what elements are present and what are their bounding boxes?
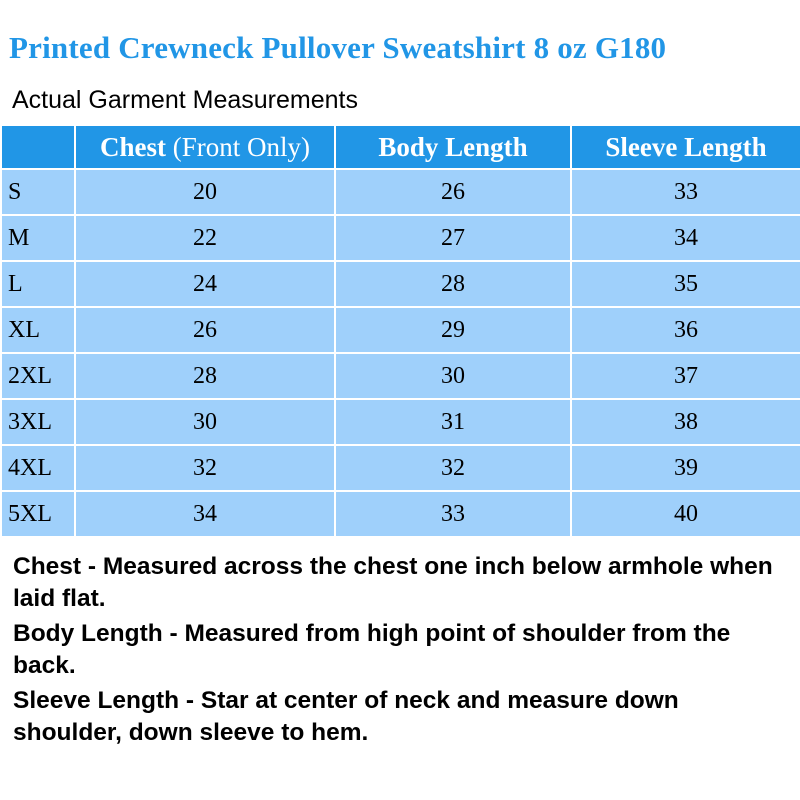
chest-cell: 24: [75, 261, 335, 307]
chest-cell: 22: [75, 215, 335, 261]
body-length-cell: 31: [335, 399, 571, 445]
size-cell: XL: [1, 307, 75, 353]
header-sleeve-length: Sleeve Length: [571, 125, 800, 169]
sleeve-length-cell: 39: [571, 445, 800, 491]
sleeve-length-cell: 37: [571, 353, 800, 399]
header-chest: [75, 125, 335, 169]
header-size: [1, 125, 75, 169]
body-length-cell: 27: [335, 215, 571, 261]
table-row: [1, 399, 800, 445]
table-header-row: [1, 125, 800, 169]
table-row: [1, 169, 800, 215]
size-cell: L: [1, 261, 75, 307]
sleeve-length-cell: 40: [571, 491, 800, 537]
chest-cell: 30: [75, 399, 335, 445]
size-chart-table: [0, 124, 800, 538]
sleeve-length-cell: 33: [571, 169, 800, 215]
size-cell: 5XL: [1, 491, 75, 537]
sleeve-length-cell: 35: [571, 261, 800, 307]
size-cell: 2XL: [1, 353, 75, 399]
header-chest-qualifier: (Front Only): [172, 131, 310, 162]
note-sleeve-length: Sleeve Length - Star at center of neck and measure down shoulder, down sleeve to hem.: [13, 687, 679, 746]
body-length-cell: 29: [335, 307, 571, 353]
chest-cell: 34: [75, 491, 335, 537]
header-chest-label: Chest: [100, 131, 166, 162]
body-length-cell: 26: [335, 169, 571, 215]
header-body-length: Body Length: [335, 125, 571, 169]
chest-cell: 32: [75, 445, 335, 491]
chest-cell: 26: [75, 307, 335, 353]
body-length-cell: 30: [335, 353, 571, 399]
table-row: [1, 445, 800, 491]
note-chest: Chest - Measured across the chest one inch below armhole when laid flat.: [13, 553, 773, 612]
measurement-notes: [13, 551, 793, 752]
note-body-length: Body Length - Measured from high point of shoulder from the back.: [13, 620, 731, 679]
table-row: [1, 215, 800, 261]
size-cell: S: [1, 169, 75, 215]
size-cell: 3XL: [1, 399, 75, 445]
table-row: [1, 353, 800, 399]
chest-cell: 20: [75, 169, 335, 215]
table-row: [1, 307, 800, 353]
table-row: [1, 261, 800, 307]
size-cell: 4XL: [1, 445, 75, 491]
chest-cell: 28: [75, 353, 335, 399]
sleeve-length-cell: 34: [571, 215, 800, 261]
size-cell: M: [1, 215, 75, 261]
page-subtitle: Actual Garment Measurements: [12, 86, 358, 114]
body-length-cell: 33: [335, 491, 571, 537]
sleeve-length-cell: 38: [571, 399, 800, 445]
sleeve-length-cell: 36: [571, 307, 800, 353]
table-row: [1, 491, 800, 537]
body-length-cell: 28: [335, 261, 571, 307]
body-length-cell: 32: [335, 445, 571, 491]
page-title: Printed Crewneck Pullover Sweatshirt 8 oz G180: [9, 30, 667, 65]
